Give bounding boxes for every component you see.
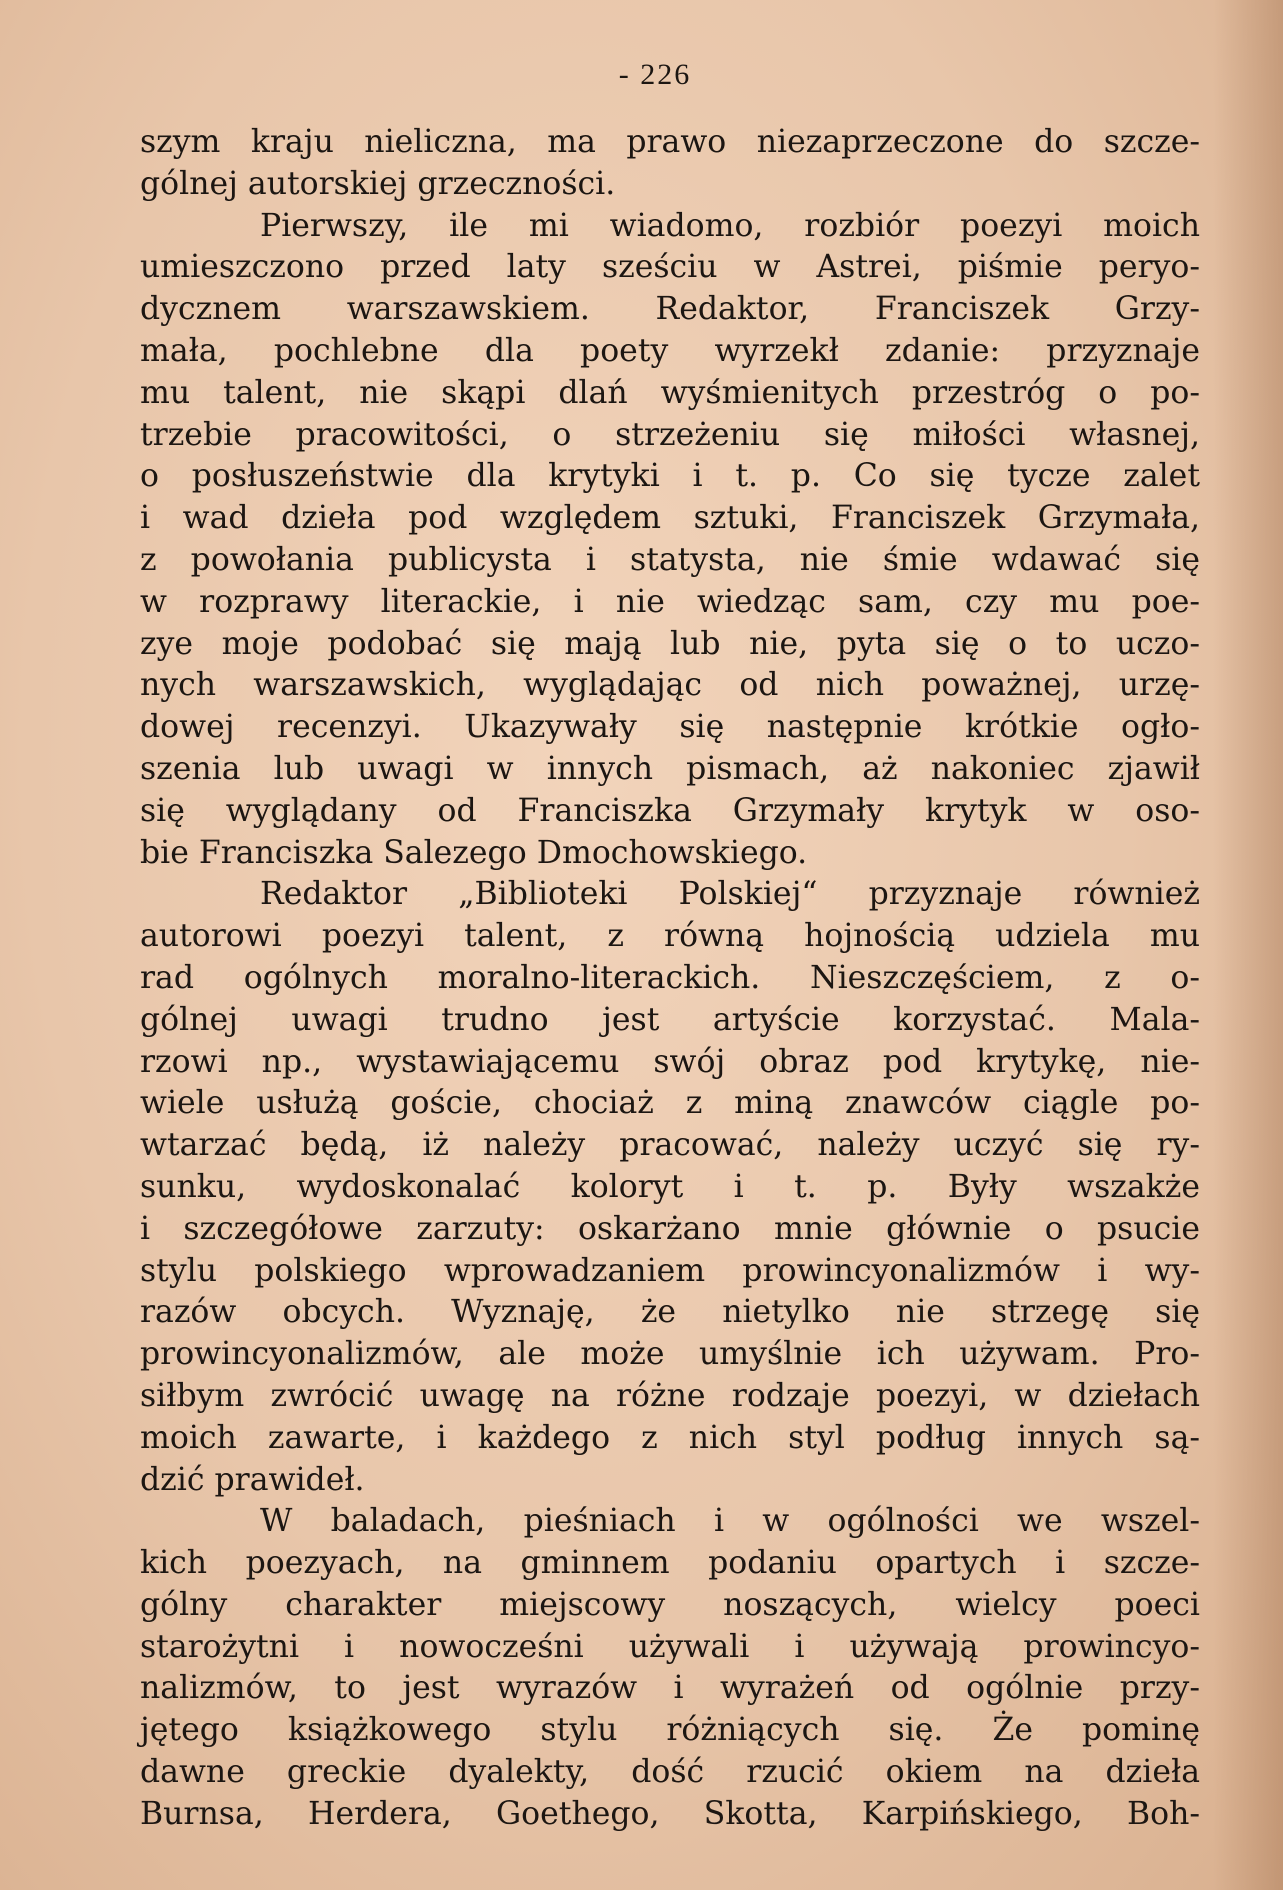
text-line: razów obcych. Wyznaję, że nietylko nie strzegę się: [140, 1294, 1200, 1331]
page-edge-shadow: [1213, 0, 1283, 1890]
text-line: prowincyonalizmów, ale może umyślnie ich używam. Pro-: [140, 1336, 1200, 1373]
text-line: rzowi np., wystawiającemu swój obraz pod krytykę, nie-: [140, 1043, 1200, 1080]
text-line: o posłuszeństwie dla krytyki i t. p. Co się tycze zalet: [140, 458, 1200, 495]
text-line: zye moje podobać się mają lub nie, pyta się o to uczo-: [140, 625, 1200, 662]
text-line: mała, pochlebne dla poety wyrzekł zdanie: przyznaje: [140, 332, 1200, 369]
text-line: nalizmów, to jest wyrazów i wyrażeń od ogólnie przy-: [140, 1670, 1200, 1707]
text-line: dycznem warszawskiem. Redaktor, Franciszek Grzy-: [140, 291, 1200, 328]
text-line: się wyglądany od Franciszka Grzymały krytyk w oso-: [140, 792, 1200, 829]
text-line: z powołania publicysta i statysta, nie śmie wdawać się: [140, 541, 1200, 578]
text-line: autorowi poezyi talent, z równą hojnością udziela mu: [140, 918, 1200, 955]
text-line: i wad dzieła pod względem sztuki, Franciszek Grzymała,: [140, 500, 1200, 537]
text-line: rad ogólnych moralno-literackich. Nieszczęściem, z o-: [140, 959, 1200, 996]
text-line: w rozprawy literackie, i nie wiedząc sam, czy mu poe-: [140, 583, 1200, 620]
text-line: umieszczono przed laty sześciu w Astrei, piśmie peryo-: [140, 249, 1200, 286]
text-line: dowej recenzyi. Ukazywały się następnie krótkie ogło-: [140, 709, 1200, 746]
text-line: Burnsa, Herdera, Goethego, Skotta, Karpińskiego, Boh-: [140, 1795, 1200, 1832]
text-line: W baladach, pieśniach i w ogólności we wszel-: [260, 1503, 1200, 1540]
text-line: siłbym zwrócić uwagę na różne rodzaje poezyi, w dziełach: [140, 1377, 1200, 1414]
text-line: Pierwszy, ile mi wiadomo, rozbiór poezyi moich: [260, 207, 1200, 244]
text-line: szenia lub uwagi w innych pismach, aż nakoniec zjawił: [140, 750, 1200, 787]
text-line: dawne greckie dyalekty, dość rzucić okiem na dzieła: [140, 1754, 1200, 1791]
text-line: wiele usłużą goście, chociaż z miną znawców ciągle po-: [140, 1085, 1200, 1122]
text-line: wtarzać będą, iż należy pracować, należy uczyć się ry-: [140, 1127, 1200, 1164]
text-line: mu talent, nie skąpi dlań wyśmienitych przestróg o po-: [140, 374, 1200, 411]
text-line: bie Franciszka Salezego Dmochowskiego.: [140, 834, 808, 871]
text-line: moich zawarte, i każdego z nich styl podług innych są-: [140, 1419, 1200, 1456]
text-line: sunku, wydoskonalać koloryt i t. p. Były wszakże: [140, 1168, 1200, 1205]
text-line: Redaktor „Biblioteki Polskiej“ przyznaje również: [260, 876, 1200, 913]
text-line: dzić prawideł.: [140, 1461, 365, 1498]
text-line: jętego książkowego stylu różniących się. Że pominę: [140, 1712, 1200, 1749]
text-line: kich poezyach, na gminnem podaniu opartych i szcze-: [140, 1545, 1200, 1582]
page-number: - 226: [618, 58, 692, 91]
body-text: [140, 122, 1200, 1836]
text-line: szym kraju nieliczna, ma prawo niezaprzeczone do szcze-: [140, 124, 1200, 160]
text-line: trzebie pracowitości, o strzeżeniu się miłości własnej,: [140, 416, 1200, 453]
text-line: gólny charakter miejscowy noszących, wielcy poeci: [140, 1586, 1200, 1623]
text-line: nych warszawskich, wyglądając od nich poważnej, urzę-: [140, 667, 1200, 704]
text-line: i szczegółowe zarzuty: oskarżano mnie głównie o psucie: [140, 1210, 1200, 1247]
text-line: gólnej autorskiej grzeczności.: [140, 165, 616, 202]
text-line: gólnej uwagi trudno jest artyście korzystać. Mala-: [140, 1001, 1200, 1038]
text-line: stylu polskiego wprowadzaniem prowincyonalizmów i wy-: [140, 1252, 1200, 1289]
text-line: starożytni i nowocześni używali i używają prowincyo-: [140, 1628, 1200, 1665]
